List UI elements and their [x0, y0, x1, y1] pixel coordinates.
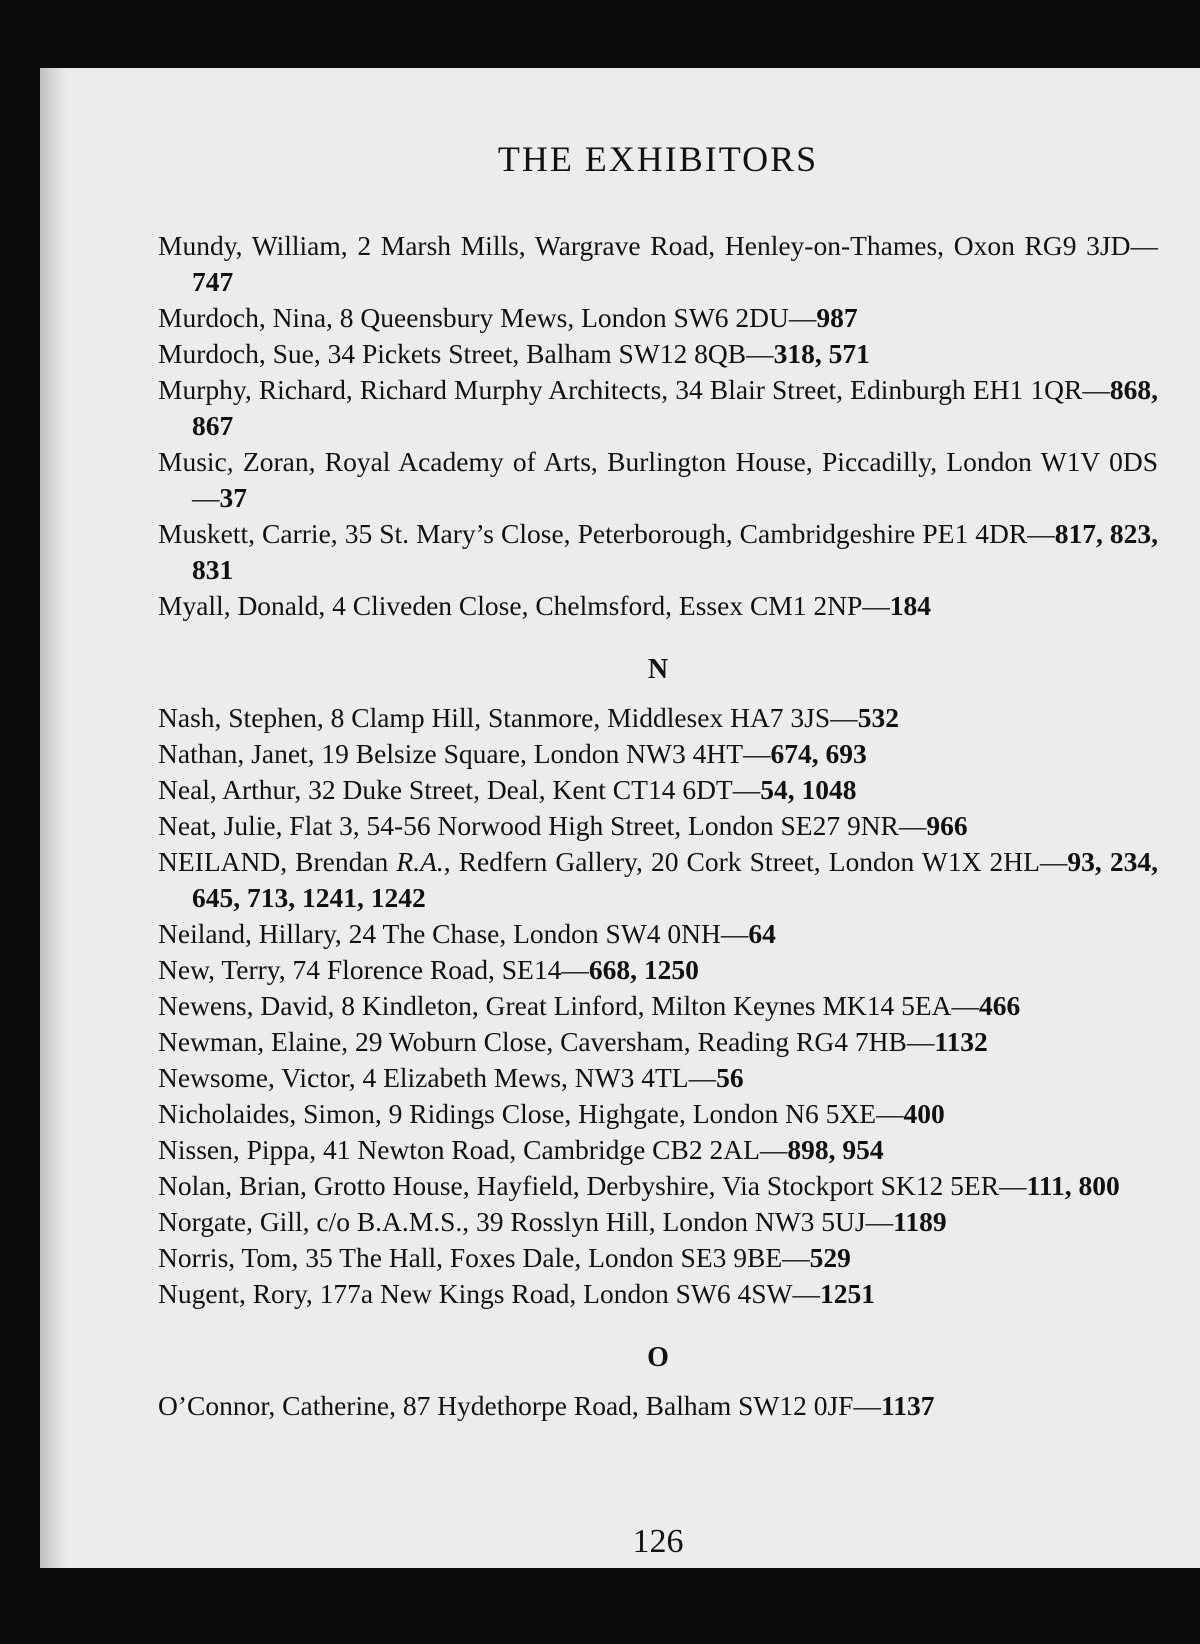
entry-numbers: 400 [903, 1098, 945, 1129]
list-item [158, 808, 1158, 844]
entry-numbers: 1132 [934, 1026, 988, 1057]
entry-numbers: 54, 1048 [760, 774, 857, 805]
entry-address: Norgate, Gill, c/o B.A.M.S., 39 Rosslyn Hill, London NW3 5UJ— [158, 1206, 894, 1237]
entry-address: Myall, Donald, 4 Cliveden Close, Chelmsford, Essex CM1 2NP— [158, 590, 890, 621]
entry-address: Nolan, Brian, Grotto House, Hayfield, Derbyshire, Via Stockport SK12 5ER— [158, 1170, 1027, 1201]
entry-address: Nicholaides, Simon, 9 Ridings Close, Highgate, London N6 5XE— [158, 1098, 904, 1129]
entry-numbers: 1189 [893, 1206, 947, 1237]
entry-address: Newman, Elaine, 29 Woburn Close, Caversham, Reading RG4 7HB— [158, 1026, 935, 1057]
entry-honour: R.A. [396, 846, 444, 877]
list-item [158, 1024, 1158, 1060]
entry-numbers: 532 [857, 702, 899, 733]
entry-numbers: 184 [889, 590, 932, 621]
entry-address: Murphy, Richard, Richard Murphy Architects, 34 Blair Street, Edinburgh EH1 1QR— [158, 374, 1110, 405]
entry-numbers: 466 [979, 990, 1021, 1021]
entry-numbers: 1137 [880, 1390, 935, 1421]
entry-address: Newsome, Victor, 4 Elizabeth Mews, NW3 4TL— [158, 1062, 717, 1093]
list-item [158, 700, 1158, 736]
entry-address: Nugent, Rory, 177a New Kings Road, London SW6 4SW— [158, 1278, 820, 1309]
entry-address: Newens, David, 8 Kindleton, Great Linford, Milton Keynes MK14 5EA— [158, 990, 980, 1021]
list-item [158, 1276, 1158, 1312]
list-item [158, 1096, 1158, 1132]
entry-address: Mundy, William, 2 Marsh Mills, Wargrave Road, Henley-on-Thames, Oxon RG9 3JD— [158, 230, 1158, 261]
entry-numbers: 111, 800 [1026, 1170, 1120, 1201]
list-item [158, 516, 1158, 588]
entries-n2 [158, 916, 1158, 1312]
list-item [158, 1132, 1158, 1168]
entry-numbers: 56 [716, 1062, 744, 1093]
list-item [158, 300, 1158, 336]
entry-numbers: 898, 954 [787, 1134, 884, 1165]
list-item [158, 1388, 1158, 1424]
section-heading-o: O [647, 1342, 669, 1373]
entry-address: Neiland, Hillary, 24 The Chase, London SW4 0NH— [158, 918, 749, 949]
list-item [158, 1240, 1158, 1276]
entries-o [158, 1388, 1158, 1424]
page-gutter [40, 68, 68, 1568]
list-item [158, 228, 1158, 300]
list-item [158, 988, 1158, 1024]
entry-numbers: 966 [926, 810, 968, 841]
entry-numbers: 987 [816, 302, 858, 333]
entry-address: Muskett, Carrie, 35 St. Mary’s Close, Peterborough, Cambridgeshire PE1 4DR— [158, 518, 1055, 549]
entry-address: Nash, Stephen, 8 Clamp Hill, Stanmore, Middlesex HA7 3JS— [158, 702, 858, 733]
entry-numbers: 674, 693 [770, 738, 867, 769]
page-title: THE EXHIBITORS [497, 139, 819, 179]
list-item [158, 916, 1158, 952]
list-item [158, 336, 1158, 372]
entry-address: Nissen, Pippa, 41 Newton Road, Cambridge CB2 2AL— [158, 1134, 788, 1165]
section-heading-n: N [647, 654, 669, 685]
entry-address: O’Connor, Catherine, 87 Hydethorpe Road, Balham SW12 0JF— [158, 1390, 881, 1421]
entry-address: Murdoch, Nina, 8 Queensbury Mews, London SW6 2DU— [158, 302, 817, 333]
entry-numbers: 64 [748, 918, 776, 949]
entry-numbers: 529 [809, 1242, 851, 1273]
entry-numbers: 747 [192, 266, 234, 297]
entry-numbers: 93, 234, 645, 713, 1241, 1242 [192, 846, 1158, 913]
entry-address: New, Terry, 74 Florence Road, SE14— [158, 954, 589, 985]
page-number: 126 [632, 1523, 684, 1560]
list-item [158, 1204, 1158, 1240]
list-item [158, 952, 1158, 988]
entry-name: NEILAND, Brendan [158, 846, 397, 877]
entry-numbers: 37 [219, 482, 247, 513]
entry-address: Neat, Julie, Flat 3, 54-56 Norwood High Street, London SE27 9NR— [158, 810, 927, 841]
list-item [158, 444, 1158, 516]
entry-numbers: 1251 [819, 1278, 875, 1309]
entry-numbers: 318, 571 [773, 338, 870, 369]
list-item [158, 844, 1158, 916]
entry-address: Murdoch, Sue, 34 Pickets Street, Balham SW12 8QB— [158, 338, 774, 369]
entry-numbers: 668, 1250 [588, 954, 699, 985]
entries-m [158, 228, 1158, 624]
list-item [158, 1168, 1158, 1204]
entry-address: , Redfern Gallery, 20 Cork Street, London W1X 2HL— [443, 846, 1068, 877]
list-item [158, 736, 1158, 772]
exhibitor-list [158, 228, 1158, 1424]
entries-n [158, 700, 1158, 844]
entry-address: Neal, Arthur, 32 Duke Street, Deal, Kent CT14 6DT— [158, 774, 761, 805]
entry-address: Norris, Tom, 35 The Hall, Foxes Dale, London SE3 9BE— [158, 1242, 810, 1273]
list-item [158, 1060, 1158, 1096]
entry-address: Music, Zoran, Royal Academy of Arts, Burlington House, Piccadilly, London W1V 0DS— [158, 446, 1158, 513]
list-item [158, 588, 1158, 624]
entry-address: Nathan, Janet, 19 Belsize Square, London NW3 4HT— [158, 738, 771, 769]
list-item [158, 372, 1158, 444]
list-item [158, 772, 1158, 808]
entry-numbers: 868, 867 [192, 374, 1158, 441]
entry-numbers: 817, 823, 831 [192, 518, 1159, 585]
